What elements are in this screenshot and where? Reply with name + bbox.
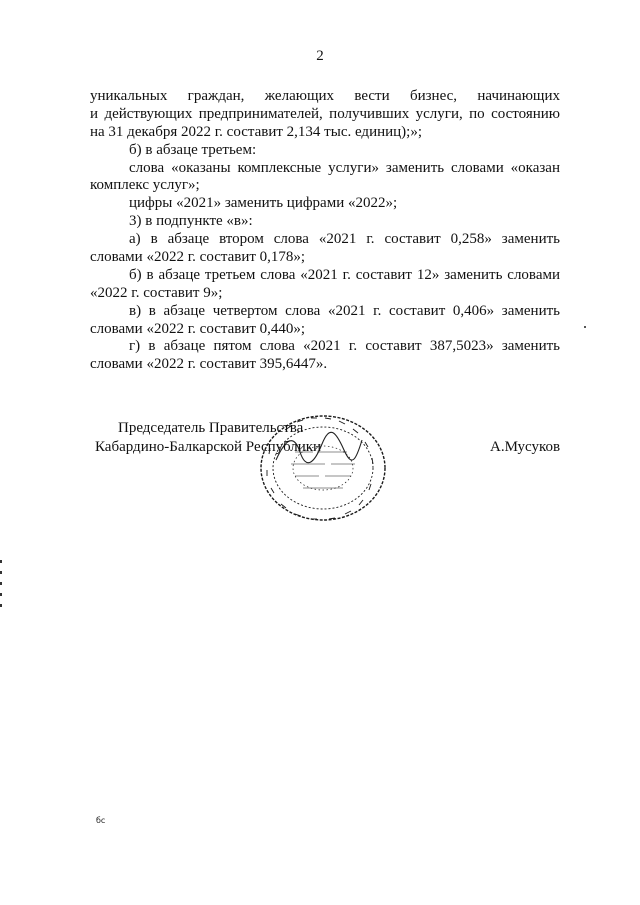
- text-line: в) в абзаце четвертом слова «2021 г. составит 0,406» заменить: [129, 302, 560, 319]
- text-line: г) в абзаце пятом слова «2021 г. составит 387,5023» заменить: [129, 338, 560, 355]
- text-line: слова «оказаны комплексные услуги» заменить словами «оказан: [129, 159, 560, 176]
- text-line: словами «2022 г. составит 0,440»;: [90, 320, 306, 337]
- body-text: [90, 88, 560, 374]
- text-line: уникальных граждан, желающих вести бизнес, начинающих: [90, 88, 560, 104]
- text-line: цифры «2021» заменить цифрами «2022»;: [129, 195, 398, 212]
- text-line: на 31 декабря 2022 г. составит 2,134 тыс. единиц);»;: [90, 123, 423, 140]
- text-line: и действующих предпринимателей, получивших услуги, по состоянию: [90, 105, 560, 122]
- scan-edge-marks: [0, 560, 3, 620]
- text-line: 3) в подпункте «в»:: [129, 213, 253, 230]
- text-line: комплекс услуг»;: [90, 177, 200, 194]
- text-line: б) в абзаце третьем слова «2021 г. составит 12» заменить словами: [129, 266, 560, 283]
- page-number: 2: [316, 48, 324, 64]
- signature-block: [0, 412, 640, 552]
- signatory-title-line-1: Председатель Правительства: [118, 420, 304, 436]
- signatory-name: А.Мусуков: [490, 439, 561, 455]
- scan-speck: [584, 326, 586, 328]
- signatory-title-line-2: Кабардино-Балкарской Республики: [95, 439, 322, 455]
- text-line: «2022 г. составит 9»;: [90, 284, 223, 301]
- text-line: б) в абзаце третьем:: [129, 141, 257, 158]
- text-line: словами «2022 г. составит 395,6447».: [90, 356, 328, 373]
- text-line: а) в абзаце втором слова «2021 г. составит 0,258» заменить: [129, 231, 560, 248]
- text-line: словами «2022 г. составит 0,178»;: [90, 249, 306, 266]
- corner-mark: бс: [96, 816, 106, 825]
